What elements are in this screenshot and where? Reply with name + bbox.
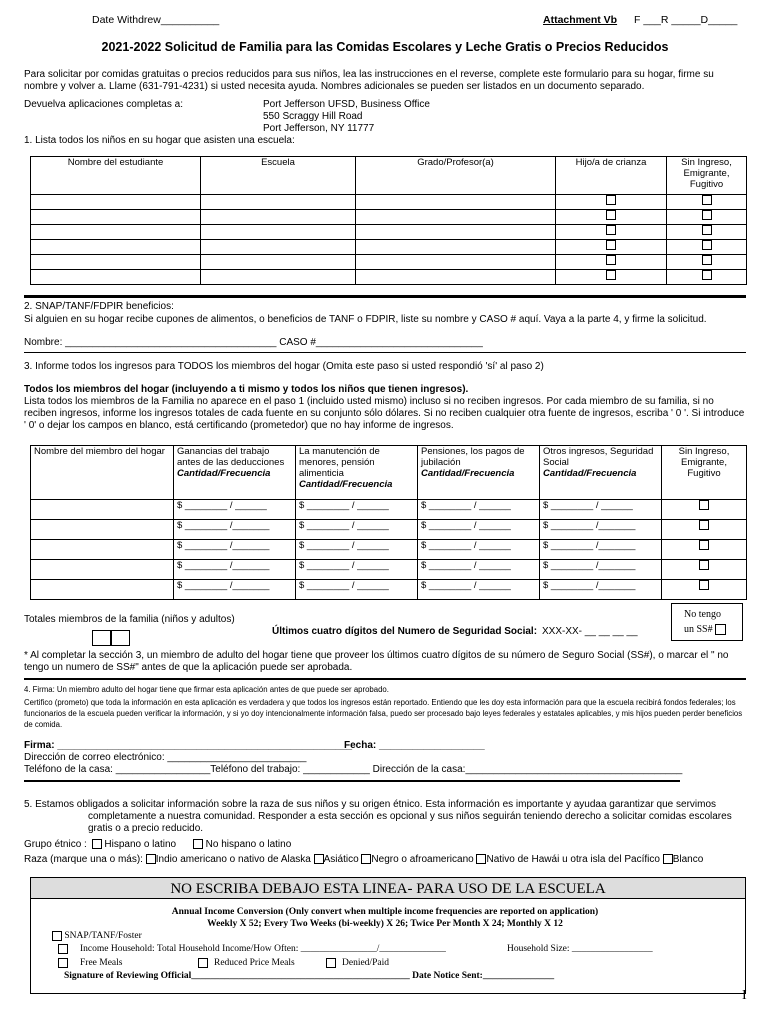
race-option: Negro o afroamericano <box>371 854 474 865</box>
ssn-note: * Al completar la sección 3, un miembro de adulto del hogar tiene que proveer los últimos cuatro dígitos de su número de Seguro Social (SS#), o marcar el " no tengo un numero de SS#" antes de que la aplicación puede ser aprobada. <box>24 650 729 673</box>
student-name-input[interactable] <box>31 270 201 285</box>
no-income-checkbox[interactable] <box>699 580 709 590</box>
no-ssn-checkbox[interactable] <box>715 624 726 635</box>
table-row <box>31 240 747 255</box>
pension-input[interactable]: $ ________ / ______ <box>418 580 540 600</box>
household-size-field[interactable]: Household Size: _________________ <box>507 944 653 954</box>
section3-bold-line: Todos los miembros del hogar (incluyendo a ti mismo y todos los niños que tienen ingresos). <box>24 384 469 395</box>
snap-row <box>52 931 142 941</box>
race-checkbox[interactable] <box>663 854 673 864</box>
student-name-input[interactable] <box>31 255 201 270</box>
no-income-checkbox[interactable] <box>702 210 712 220</box>
student-name-input[interactable] <box>31 210 201 225</box>
child-support-input[interactable]: $ ________ / ______ <box>296 580 418 600</box>
table-row <box>31 560 747 580</box>
table-row <box>31 195 747 210</box>
reduced-label: Reduced Price Meals <box>214 958 295 969</box>
race-checkbox[interactable] <box>476 854 486 864</box>
earnings-input[interactable]: $ ________ / ______ <box>174 500 296 520</box>
page-mark: I <box>742 988 747 1003</box>
children-table <box>30 156 747 285</box>
race-row <box>24 854 703 865</box>
divider <box>24 678 746 680</box>
col-student-name: Nombre del estudiante <box>31 157 201 195</box>
no-income-checkbox[interactable] <box>699 560 709 570</box>
race-label: Raza (marque una o más): <box>24 854 143 865</box>
section5-heading: 5. Estamos obligados a solicitar información sobre la raza de sus niños y su origen étnico. Esta información es importante y ayudaa garantizar que servimos completamente a nuestra comunidad. Responder a esta sección es opcional y sus niños seguirán teniendo derecho a solicitar comidas escolares gratis o a precio reducido. <box>24 799 732 834</box>
col-no-income: Sin Ingreso, Emigrante, Fugitivo <box>662 446 747 500</box>
no-income-checkbox[interactable] <box>702 225 712 235</box>
phone-address-fields[interactable]: Teléfono de la casa: _________________Teléfono del trabajo: ____________ Dirección de la casa:_______________________________________ <box>24 764 683 775</box>
table-row <box>31 540 747 560</box>
member-name-input[interactable] <box>31 520 174 540</box>
conversion-line1: Annual Income Conversion (Only convert when multiple income frequencies are reported on application) <box>171 907 599 917</box>
other-income-input[interactable]: $ ________ /_______ <box>540 580 662 600</box>
office-codes: F ___R _____D_____ <box>634 14 738 26</box>
school-input[interactable] <box>201 195 356 210</box>
child-support-input[interactable]: $ ________ / ______ <box>296 540 418 560</box>
ethnic-label: Grupo étnico : <box>24 839 87 850</box>
reviewer-signature-field[interactable]: Signature of Reviewing Official______________________________________________ Date Notice Sent:_______________ <box>64 971 555 981</box>
other-income-input[interactable]: $ ________ /_______ <box>540 540 662 560</box>
section3-text: Lista todos los miembros de la Familia no aparece en el paso 1 (incluido usted mismo) incluso si no reciben ingresos. Por cada miembro de su familia, si no reciben ingresos, informe los ingresos totales de cada fuente en su conjunto sólo dólares. Si no reciben cualquier otra fuente de ingresos, escriba ' 0 '. Si introduce ' 0' o dejar los campos en blanco, está certificando (prometedor) que no hay informe de ingresos. <box>24 396 745 431</box>
date-withdrew: Date Withdrew__________ <box>92 14 220 26</box>
table-row <box>31 580 747 600</box>
race-option: Nativo de Hawái u otra isla del Pacífico <box>486 854 660 865</box>
table-row <box>31 210 747 225</box>
earnings-input[interactable]: $ ________ /_______ <box>174 560 296 580</box>
child-support-input[interactable]: $ ________ / ______ <box>296 560 418 580</box>
school-input[interactable] <box>201 240 356 255</box>
grade-input[interactable] <box>356 240 556 255</box>
member-name-input[interactable] <box>31 560 174 580</box>
foster-checkbox[interactable] <box>606 225 616 235</box>
table-row <box>31 255 747 270</box>
other-income-input[interactable]: $ ________ /_______ <box>540 560 662 580</box>
section5-text <box>24 799 740 835</box>
denied-row <box>326 958 389 968</box>
reduced-checkbox[interactable] <box>198 958 208 968</box>
attachment-label: Attachment Vb <box>543 14 618 26</box>
no-ssn-line1: No tengo <box>684 609 721 620</box>
page-title: 2021-2022 Solicitud de Familia para las Comidas Escolares y Leche Gratis o Precios Reducidos <box>101 40 669 54</box>
pension-input[interactable]: $ ________ / ______ <box>418 540 540 560</box>
non-hispanic-checkbox[interactable] <box>193 839 203 849</box>
snap-name-case-field[interactable]: Nombre: ______________________________________ CASO #______________________________ <box>24 337 483 348</box>
grade-input[interactable] <box>356 255 556 270</box>
divider <box>24 295 746 298</box>
office-use-title: NO ESCRIBA DEBAJO ESTA LINEA- PARA USO DE LA ESCUELA <box>30 877 746 899</box>
grade-input[interactable] <box>356 225 556 240</box>
race-option: Indio americano o nativo de Alaska <box>155 854 311 865</box>
no-income-checkbox[interactable] <box>699 540 709 550</box>
snap-label: SNAP/TANF/Foster <box>64 931 142 942</box>
signature-field[interactable]: Firma: _____________________________________________________ <box>24 740 353 751</box>
col-foster: Hijo/a de crianza <box>556 157 667 195</box>
other-income-input[interactable]: $ ________ /_______ <box>540 520 662 540</box>
conversion-line2: Weekly X 52; Every Two Weeks (bi-weekly) X 26; Twice Per Month X 24; Monthly X 12 <box>207 919 563 929</box>
no-income-checkbox[interactable] <box>702 255 712 265</box>
col-grade: Grado/Profesor(a) <box>356 157 556 195</box>
reduced-row <box>198 958 295 968</box>
free-checkbox[interactable] <box>58 958 68 968</box>
school-input[interactable] <box>201 225 356 240</box>
member-name-input[interactable] <box>31 500 174 520</box>
student-name-input[interactable] <box>31 225 201 240</box>
free-row <box>58 958 122 968</box>
col-earnings: Ganancias del trabajo antes de las deducciones <box>177 446 285 468</box>
section2-text: Si alguien en su hogar recibe cupones de alimentos, o beneficios de TANF o FDPIR, liste su nombre y CASO # aquí. Vaya a la parte 4, y firme la solicitud. <box>24 314 707 325</box>
earnings-input[interactable]: $ ________ /_______ <box>174 540 296 560</box>
hispanic-checkbox[interactable] <box>92 839 102 849</box>
school-input[interactable] <box>201 210 356 225</box>
race-checkbox[interactable] <box>314 854 324 864</box>
section1-heading: 1. Lista todos los niños en su hogar que asisten una escuela: <box>24 135 295 146</box>
member-name-input[interactable] <box>31 540 174 560</box>
return-label: Devuelva aplicaciones completas a: <box>24 99 183 110</box>
no-income-checkbox[interactable] <box>699 520 709 530</box>
student-name-input[interactable] <box>31 240 201 255</box>
section3-heading: 3. Informe todos los ingresos para TODOS los miembros del hogar (Omita este paso si usted respondió 'sí' al paso 2) <box>24 361 544 372</box>
no-income-checkbox[interactable] <box>699 500 709 510</box>
return-line2: 550 Scraggy Hill Road <box>263 111 363 122</box>
grade-input[interactable] <box>356 195 556 210</box>
income-row <box>58 944 446 954</box>
divider <box>24 352 746 353</box>
free-label: Free Meals <box>80 958 123 969</box>
denied-label: Denied/Paid <box>342 958 389 969</box>
grade-input[interactable] <box>356 210 556 225</box>
totals-box[interactable] <box>92 630 112 646</box>
non-hispanic-label: No hispano o latino <box>205 839 292 850</box>
income-checkbox[interactable] <box>58 944 68 954</box>
ssn-label: Últimos cuatro dígitos del Numero de Seguridad Social: <box>272 626 538 637</box>
no-ssn-line2: un SS# <box>684 624 713 635</box>
school-input[interactable] <box>201 270 356 285</box>
table-row <box>31 500 747 520</box>
col-child-support: La manutención de menores, pensión alimenticia <box>299 446 380 479</box>
section4-heading: 4. Firma: Un miembro adulto del hogar tiene que firmar esta aplicación antes de que puede ser aprobado. <box>24 685 389 694</box>
foster-checkbox[interactable] <box>606 195 616 205</box>
totals-box[interactable] <box>110 630 130 646</box>
other-income-input[interactable]: $ ________ / ______ <box>540 500 662 520</box>
col-pensions: Pensiones, los pagos de jubilación <box>421 446 525 468</box>
foster-checkbox[interactable] <box>606 255 616 265</box>
date-field[interactable]: Fecha: ___________________ <box>344 740 485 751</box>
col-other-income-sub: Cantidad/Frecuencia <box>543 468 637 479</box>
no-income-checkbox[interactable] <box>702 270 712 280</box>
earnings-input[interactable]: $ ________ /_______ <box>174 580 296 600</box>
race-checkbox[interactable] <box>146 854 156 864</box>
col-earnings-sub: Cantidad/Frecuencia <box>177 468 271 479</box>
no-ssn-box <box>671 603 743 641</box>
return-line3: Port Jefferson, NY 11777 <box>263 123 375 134</box>
child-support-input[interactable]: $ ________ / ______ <box>296 520 418 540</box>
pension-input[interactable]: $ ________ / ______ <box>418 520 540 540</box>
ssn-field[interactable]: XXX-XX- __ __ __ __ <box>542 626 638 637</box>
col-pensions-sub: Cantidad/Frecuencia <box>421 468 515 479</box>
return-line1: Port Jefferson UFSD, Business Office <box>263 99 430 110</box>
student-name-input[interactable] <box>31 195 201 210</box>
section4-text: Certifico (prometo) que toda la información en esta aplicación es verdadera y que todos los ingresos están reportado. Entiendo que les doy esta información para que la escuela recibirá fondos federales; los funcionarios de la escuela pueden verificar la información, y si yo doy intencionalmente información falsa, puedo ser procesado bajo leyes federales y estatales aplicables, y mis hijos pueden perder beneficios de comida. <box>24 698 743 729</box>
hispanic-label: Hispano o latino <box>104 839 177 850</box>
table-row <box>31 270 747 285</box>
grade-input[interactable] <box>356 270 556 285</box>
denied-checkbox[interactable] <box>326 958 336 968</box>
section2-heading: 2. SNAP/TANF/FDPIR beneficios: <box>24 301 174 312</box>
no-income-checkbox[interactable] <box>702 240 712 250</box>
foster-checkbox[interactable] <box>606 270 616 280</box>
col-school: Escuela <box>201 157 356 195</box>
race-checkbox[interactable] <box>361 854 371 864</box>
col-other-income: Otros ingresos, Seguridad Social <box>543 446 654 468</box>
school-input[interactable] <box>201 255 356 270</box>
intro-text: Para solicitar por comidas gratuitas o precios reducidos para sus niños, lea las instrucciones en el reverse, complete este formulario para su hogar, firme su nombre y volver a. Llame (631-791-4231) si usted necesita ayuda. Nombres adicionales se pueden ser listados en un documento separado. <box>24 69 714 92</box>
totals-label: Totales miembros de la familia (niños y adultos) <box>24 614 235 625</box>
snap-checkbox[interactable] <box>52 931 62 941</box>
divider <box>24 780 680 782</box>
earnings-input[interactable]: $ ________ /_______ <box>174 520 296 540</box>
income-field[interactable]: Income Household: Total Household Income/How Often: ________________/______________ <box>80 944 446 955</box>
table-row <box>31 225 747 240</box>
member-name-input[interactable] <box>31 580 174 600</box>
race-option: Asiático <box>323 854 359 865</box>
col-member-name: Nombre del miembro del hogar <box>31 446 174 500</box>
no-income-checkbox[interactable] <box>702 195 712 205</box>
email-field[interactable]: Dirección de correo electrónico: _________________________ <box>24 752 307 763</box>
race-option: Blanco <box>672 854 704 865</box>
table-row <box>31 520 747 540</box>
child-support-input[interactable]: $ ________ / ______ <box>296 500 418 520</box>
pension-input[interactable]: $ ________ / ______ <box>418 500 540 520</box>
foster-checkbox[interactable] <box>606 210 616 220</box>
col-no-income: Sin Ingreso, Emigrante, Fugitivo <box>667 157 747 195</box>
ethnic-row <box>24 839 291 850</box>
pension-input[interactable]: $ ________ / ______ <box>418 560 540 580</box>
income-table <box>30 445 747 600</box>
foster-checkbox[interactable] <box>606 240 616 250</box>
col-child-support-sub: Cantidad/Frecuencia <box>299 479 393 490</box>
